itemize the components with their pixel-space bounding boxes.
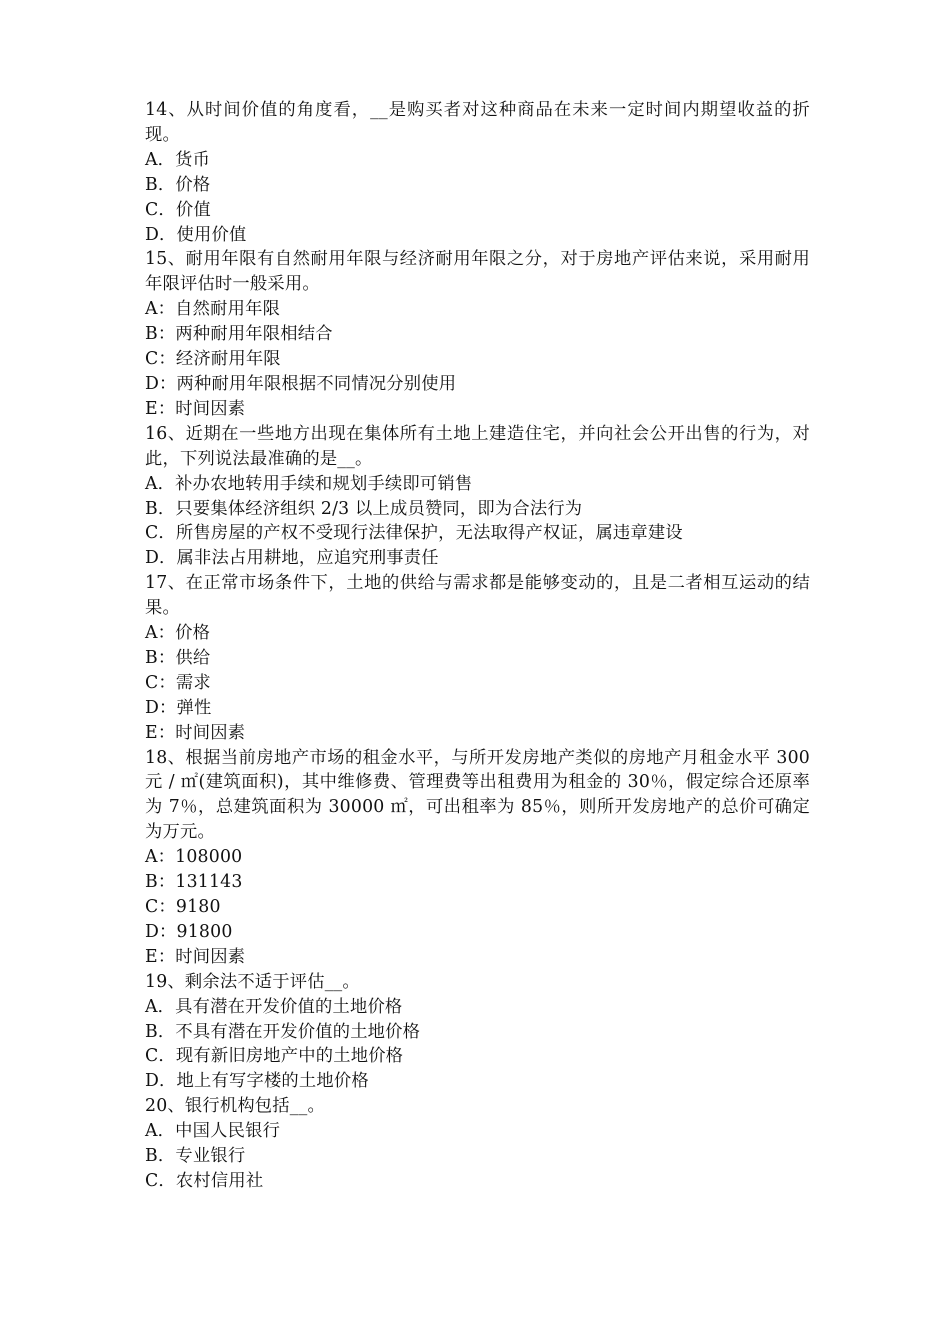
option: D：两种耐用年限根据不同情况分别使用 [145,373,457,394]
option: B：两种耐用年限相结合 [145,324,333,345]
option: E：时间因素 [145,946,246,967]
question-stem: 19、剩余法不适于评估__。 [145,971,360,992]
option: A：价格 [145,623,211,644]
option: B：131143 [145,872,243,893]
option: A．具有潜在开发价值的土地价格 [145,996,403,1017]
document-page [145,98,810,1194]
option: A：108000 [145,847,243,868]
option: E：时间因素 [145,398,246,419]
option: B．价格 [145,174,211,195]
question-stem: 20、银行机构包括__。 [145,1096,325,1117]
option: C：经济耐用年限 [145,349,281,370]
option: B：供给 [145,647,211,668]
option: D：弹性 [145,697,212,718]
question-17 [145,571,810,745]
question-19 [145,970,810,1095]
option: B．不具有潜在开发价值的土地价格 [145,1021,421,1042]
option: C．所售房屋的产权不受现行法律保护，无法取得产权证，属违章建设 [145,523,683,544]
option: D．属非法占用耕地，应追究刑事责任 [145,548,439,569]
option: C．现有新旧房地产中的土地价格 [145,1046,404,1067]
question-stem: 15、耐用年限有自然耐用年限与经济耐用年限之分，对于房地产评估来说，采用耐用年限评估时一般采用。 [145,249,810,295]
option: C：9180 [145,897,221,917]
option: A：自然耐用年限 [145,299,281,320]
option: C：需求 [145,672,211,693]
question-15 [145,247,810,421]
option: C．价值 [145,199,211,220]
question-stem: 14、从时间价值的角度看，__是购买者对这种商品在未来一定时间内期望收益的折现。 [145,100,810,145]
option: A．货币 [145,149,211,170]
option: A．补办农地转用手续和规划手续即可销售 [145,473,473,494]
option: D．地上有写字楼的土地价格 [145,1071,369,1092]
option: B．专业银行 [145,1146,246,1167]
option: D．使用价值 [145,224,247,245]
question-stem: 17、在正常市场条件下，土地的供给与需求都是能够变动的，且是二者相互运动的结果。 [145,573,810,619]
option: D：91800 [145,921,233,942]
option: A．中国人民银行 [145,1121,281,1142]
question-14 [145,98,810,247]
question-16 [145,422,810,571]
question-stem: 16、近期在一些地方出现在集体所有土地上建造住宅，并向社会公开出售的行为，对此，下列说法最准确的是__。 [145,423,810,469]
option: E：时间因素 [145,722,246,743]
question-18 [145,746,810,970]
question-stem: 18、根据当前房地产市场的租金水平，与所开发房地产类似的房地产月租金水平 300 元 / ㎡(建筑面积)，其中维修费、管理费等出租费用为租金的 30％，假定综合还原率为 7％，总建筑面积为 30000 ㎡，可出租率为 85％，则所开发房地产的总价可确定为万元。 [145,747,810,843]
option: C．农村信用社 [145,1170,264,1191]
option: B．只要集体经济组织 2/3 以上成员赞同，即为合法行为 [145,498,583,519]
question-20 [145,1094,810,1194]
